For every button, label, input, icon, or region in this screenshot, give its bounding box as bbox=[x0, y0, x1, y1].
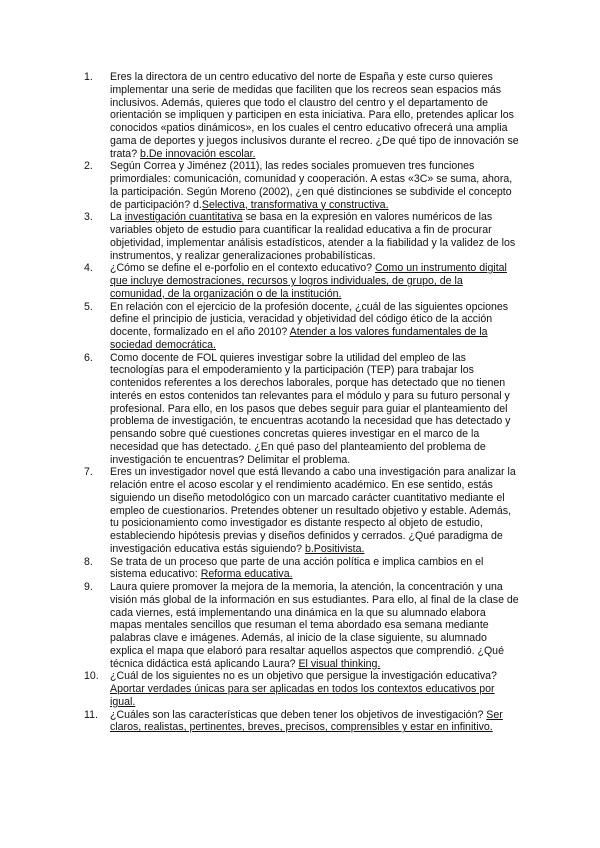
question-text: ¿Cuáles son las características que deben tener los objetivos de investigación? bbox=[110, 708, 487, 721]
question-item bbox=[84, 71, 520, 160]
question-item bbox=[84, 709, 520, 735]
question-number: 5. bbox=[84, 300, 93, 313]
question-number: 8. bbox=[84, 555, 93, 568]
question-text: ¿Cómo se define el e-porfolio en el contexto educativo? bbox=[110, 262, 375, 275]
question-number: 9. bbox=[84, 581, 93, 593]
question-text-after: se basa en la expresión en valores numéricos de las variables objeto de estudio para cuantificar la realidad educativa a fin de procurar objetividad, implementar análisis estadísticos, atender a la fiabilidad y la validez de los instrumentos, y realizar generalizaciones probabilísticas. bbox=[110, 211, 516, 262]
question-number: 1. bbox=[84, 71, 93, 83]
question-body bbox=[110, 581, 520, 670]
answer-text: investigación cuantitativa bbox=[124, 211, 243, 224]
question-list bbox=[84, 71, 520, 734]
question-text: Como docente de FOL quieres investigar sobre la utilidad del empleo de las tecnologías para el empoderamiento y la participación (TEP) para trabajar los contenidos referentes a los derechos laborales, porque has detectado que no tienen interés en estos contenidos tan relevantes para el módulo y para su futuro personal y profesional. Para ello, en los pasos que debes seguir para guiar el planteamiento del problema de investigación, te encuentras acotando la necesidad que has detectado y pensando sobre qué cuestiones concretas quieres investigar en el marco de la necesidad que has detectado. ¿En qué paso del planteamiento del problema de investigación te encuentras? Delimitar el problema. bbox=[110, 351, 511, 466]
question-number: 10. bbox=[84, 670, 99, 683]
question-text: La bbox=[110, 211, 125, 224]
question-number: 3. bbox=[84, 211, 93, 224]
question-body bbox=[110, 301, 520, 352]
question-item bbox=[84, 581, 520, 670]
question-number: 11. bbox=[84, 708, 98, 721]
question-text: ¿Cuál de los siguientes no es un objetivo que persigue la investigación educativa? bbox=[110, 670, 497, 683]
question-item bbox=[84, 466, 520, 555]
question-text: Eres un investigador novel que está llevando a cabo una investigación para analizar la relación entre el acoso escolar y el rendimiento académico. En ese sentido, estás siguiendo un diseño metodológico con un marcado carácter cuantitativo mediante el empleo de cuestionarios. Pretendes obtener un resultado objetivo y estable. Además, tu posicionamiento como investigador es distante respecto al objeto de estudio, estableciendo hipótesis previas y diseños definidos y cerrados. ¿Qué paradigma de investigación educativa estás siguiendo? bbox=[110, 466, 516, 555]
question-body bbox=[110, 556, 520, 582]
question-item bbox=[84, 160, 520, 211]
answer-text: Ser claros, realistas, pertinentes, breves, precisos, comprensibles y estar en infinitivo. bbox=[110, 708, 503, 734]
question-text: Laura quiere promover la mejora de la memoria, la atención, la concentración y una visión más global de la información en sus estudiantes. Para ello, al final de la clase de cada viernes, está implementando una dinámica en la que su alumnado elabora mapas mentales sencillos que resuman el tema abordado esa semana mediante palabras clave e imágenes. Además, al inicio de la clase siguiente, su alumnado explica el mapa que elaboró para resaltar aquellos aspectos que comprendió. ¿Qué técnica didáctica está aplicando Laura? bbox=[110, 581, 519, 670]
question-number: 6. bbox=[84, 351, 93, 364]
question-body bbox=[110, 466, 520, 555]
answer-text: b.De innovación escolar. bbox=[140, 147, 256, 160]
answer-text: Selectiva, transformativa y constructiva. bbox=[201, 198, 389, 211]
question-body bbox=[110, 211, 520, 262]
answer-text: b.Positivista. bbox=[304, 542, 365, 555]
question-body bbox=[110, 71, 520, 160]
question-item bbox=[84, 670, 520, 708]
question-body bbox=[110, 670, 520, 708]
question-item bbox=[84, 352, 520, 467]
question-item bbox=[84, 301, 520, 352]
question-text: En relación con el ejercicio de la profesión docente, ¿cuál de las siguientes opciones define el principio de justicia, veracidad y objetividad del código ético de la acción docente, formalizado en el año 2010? bbox=[110, 300, 509, 338]
answer-text: Atender a los valores fundamentales de la sociedad democrática. bbox=[110, 326, 488, 351]
question-text: Según Correa y Jiménez (2011), las redes sociales promueven tres funciones primordiales: comunicación, comunidad y cooperación. A estas «3C» se suma, ahora, la participación. Según Moreno (2002), ¿en qué distinciones se subdivide el concepto de participación? d. bbox=[110, 160, 513, 211]
answer-text: Como un instrumento digital que incluye demostraciones, recursos y logros individuales, de grupo, de la comunidad, de la organización o de la institución. bbox=[110, 262, 507, 300]
question-number: 4. bbox=[84, 262, 93, 275]
question-text: Se trata de un proceso que parte de una acción política e implica cambios en el sistema educativo: bbox=[110, 555, 484, 581]
question-body bbox=[110, 160, 520, 211]
question-number: 2. bbox=[84, 160, 93, 173]
question-item bbox=[84, 556, 520, 582]
question-body bbox=[110, 262, 520, 300]
answer-text: Aportar verdades únicas para ser aplicadas en todos los contextos educativos por igual. bbox=[110, 683, 495, 708]
question-item bbox=[84, 262, 520, 300]
answer-text: Reforma educativa. bbox=[200, 568, 293, 581]
question-item bbox=[84, 211, 520, 262]
answer-text: El visual thinking. bbox=[298, 657, 381, 670]
question-text: Eres la directora de un centro educativo del norte de España y este curso quieres implementar una serie de medidas que faciliten que los recreos sean espacios más inclusivos. Además, quieres que todo el claustro del centro y el departamento de orientación se impliquen y participen en esta iniciativa. Para ello, pretendes aplicar los conocidos «patios dinámicos», en los cuales el centro educativo ofrecerá una amplia gama de deportes y juegos inclusivos durante el recreo. ¿De qué tipo de innovación se trata? bbox=[110, 71, 519, 160]
question-body bbox=[110, 352, 520, 467]
question-number: 7. bbox=[84, 466, 93, 479]
question-body bbox=[110, 709, 520, 735]
